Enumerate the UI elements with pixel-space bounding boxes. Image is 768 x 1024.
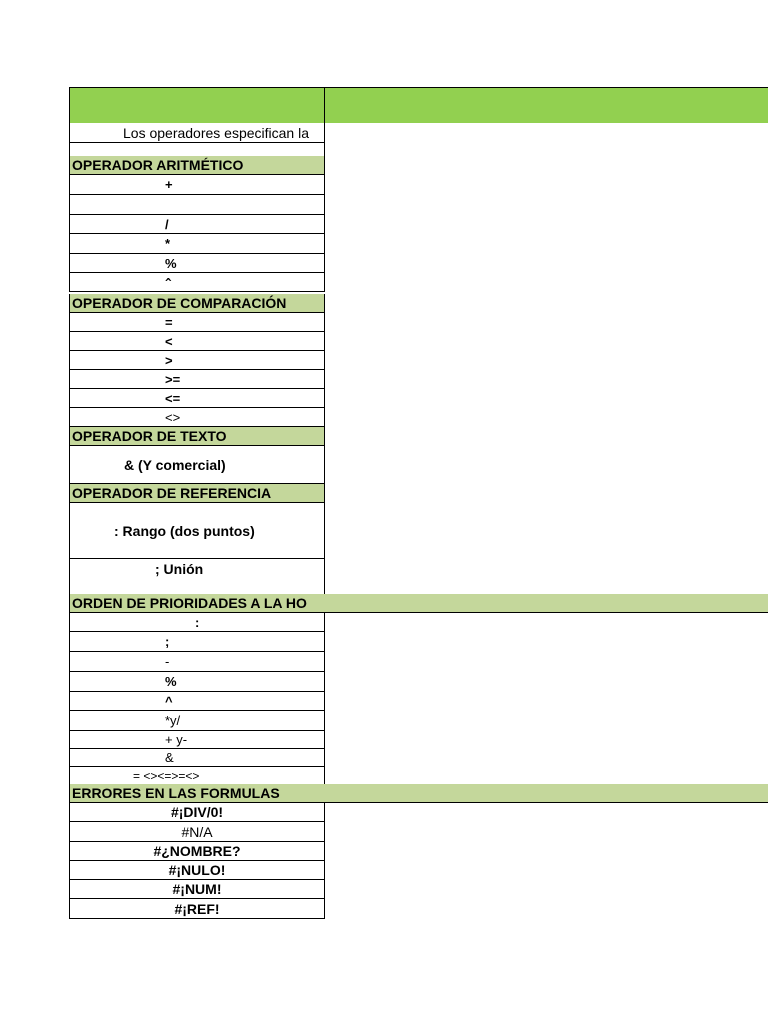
error-nombre: #¿NOMBRE? <box>69 842 325 861</box>
op-equal: = <box>69 313 325 332</box>
op-plus: + <box>69 175 325 195</box>
section-referencia: OPERADOR DE REFERENCIA <box>69 484 325 503</box>
op-minus <box>69 195 325 215</box>
op-rango: : Rango (dos puntos) <box>69 503 325 559</box>
section-texto: OPERADOR DE TEXTO <box>69 427 325 446</box>
op-union: ; Unión <box>69 559 325 595</box>
section-aritmetico: OPERADOR ARITMÉTICO <box>69 156 325 175</box>
prio-comparison: = <><=>=<> <box>69 767 325 785</box>
prio-add-sub: + y- <box>69 731 325 749</box>
op-not-equal: <> <box>69 408 325 427</box>
op-percent: % <box>69 254 325 273</box>
op-power: ^ <box>69 273 325 292</box>
prio-percent: % <box>69 672 325 692</box>
op-multiply: * <box>69 234 325 254</box>
op-greater-equal: >= <box>69 370 325 389</box>
intro-text: Los operadores especifican la <box>69 123 325 143</box>
error-nulo: #¡NULO! <box>69 861 325 880</box>
error-na: #N/A <box>69 822 325 842</box>
op-greater: > <box>69 351 325 370</box>
prio-concat: & <box>69 749 325 767</box>
section-errores-label: ERRORES EN LAS FORMULAS <box>72 785 280 801</box>
section-prioridades-label: ORDEN DE PRIORIDADES A LA HO <box>72 595 307 611</box>
op-divide: / <box>69 215 325 234</box>
op-less-equal: <= <box>69 389 325 408</box>
prio-negation: - <box>69 652 325 672</box>
prio-semicolon: ; <box>69 632 325 652</box>
error-div0: #¡DIV/0! <box>69 803 325 822</box>
prio-power: ^ <box>69 692 325 711</box>
error-num: #¡NUM! <box>69 880 325 899</box>
section-comparacion: OPERADOR DE COMPARACIÓN <box>69 294 325 313</box>
op-ampersand: & (Y comercial) <box>69 446 325 484</box>
title-bar <box>69 87 768 123</box>
section-errores <box>69 784 768 803</box>
prio-colon: : <box>69 613 325 632</box>
error-ref: #¡REF! <box>69 899 325 919</box>
prio-mul-div: *y/ <box>69 711 325 731</box>
section-prioridades <box>69 594 768 613</box>
op-less: < <box>69 332 325 351</box>
